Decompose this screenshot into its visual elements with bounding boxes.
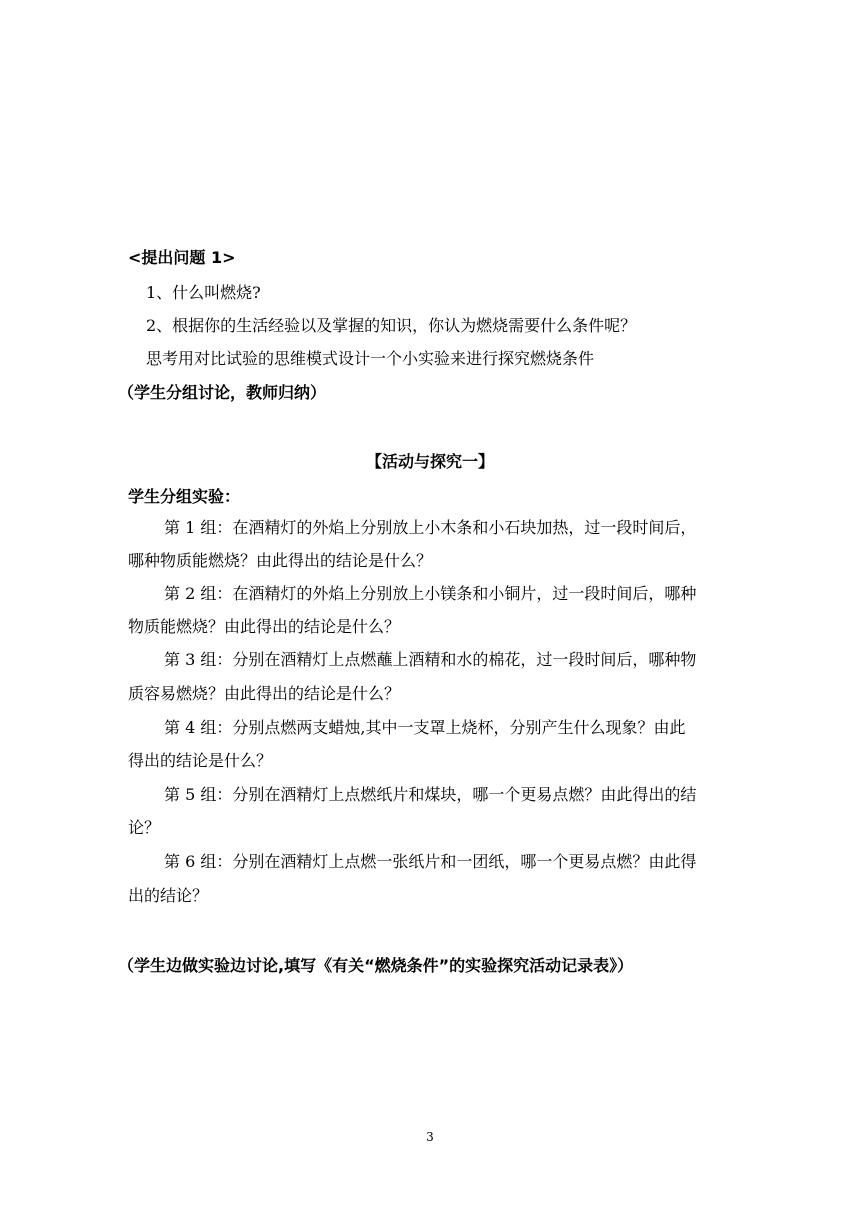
group-5-line1: 第 5 组：分别在酒精灯上点燃纸片和煤块，哪一个更易点燃？由此得出的结: [164, 785, 697, 804]
group-2-line1: 第 2 组：在酒精灯的外焰上分别放上小镁条和小铜片，过一段时间后，哪种: [164, 584, 697, 603]
question-3: 思考用对比试验的思维模式设计一个小实验来进行探究燃烧条件: [146, 349, 595, 368]
group-experiment-label: 学生分组实验：: [128, 487, 241, 506]
page-number: 3: [426, 1130, 434, 1144]
group-6-line2: 出的结论？: [128, 886, 209, 905]
group-2-line2: 物质能燃烧？由此得出的结论是什么？: [128, 617, 401, 636]
group-1-line2: 哪种物质能燃烧？由此得出的结论是什么？: [128, 551, 433, 570]
group-1-line1: 第 1 组：在酒精灯的外焰上分别放上小木条和小石块加热，过一段时间后，: [164, 518, 697, 537]
closing-note: （学生边做实验边讨论,填写《有关“燃烧条件”的实验探究活动记录表》）: [118, 956, 634, 975]
group-3-line2: 质容易燃烧？由此得出的结论是什么？: [128, 684, 401, 703]
activity-title: 【活动与探究一】: [365, 452, 494, 471]
group-6-line1: 第 6 组：分别在酒精灯上点燃一张纸片和一团纸，哪一个更易点燃？由此得: [164, 852, 697, 871]
problem-heading: <提出问题 1>: [128, 248, 236, 267]
group-3-line1: 第 3 组：分别在酒精灯上点燃蘸上酒精和水的棉花，过一段时间后，哪种物: [164, 650, 697, 669]
group-4-line1: 第 4 组：分别点燃两支蜡烛,其中一支罩上烧杯，分别产生什么现象？由此: [164, 718, 686, 737]
group-5-line2: 论？: [128, 818, 161, 837]
question-2: 2、根据你的生活经验以及掌握的知识，你认为燃烧需要什么条件呢？: [146, 316, 637, 335]
group-4-line2: 得出的结论是什么？: [128, 751, 273, 770]
discussion-note: （学生分组讨论，教师归纳）: [118, 383, 327, 402]
question-1: 1、什么叫燃烧?: [146, 283, 261, 302]
